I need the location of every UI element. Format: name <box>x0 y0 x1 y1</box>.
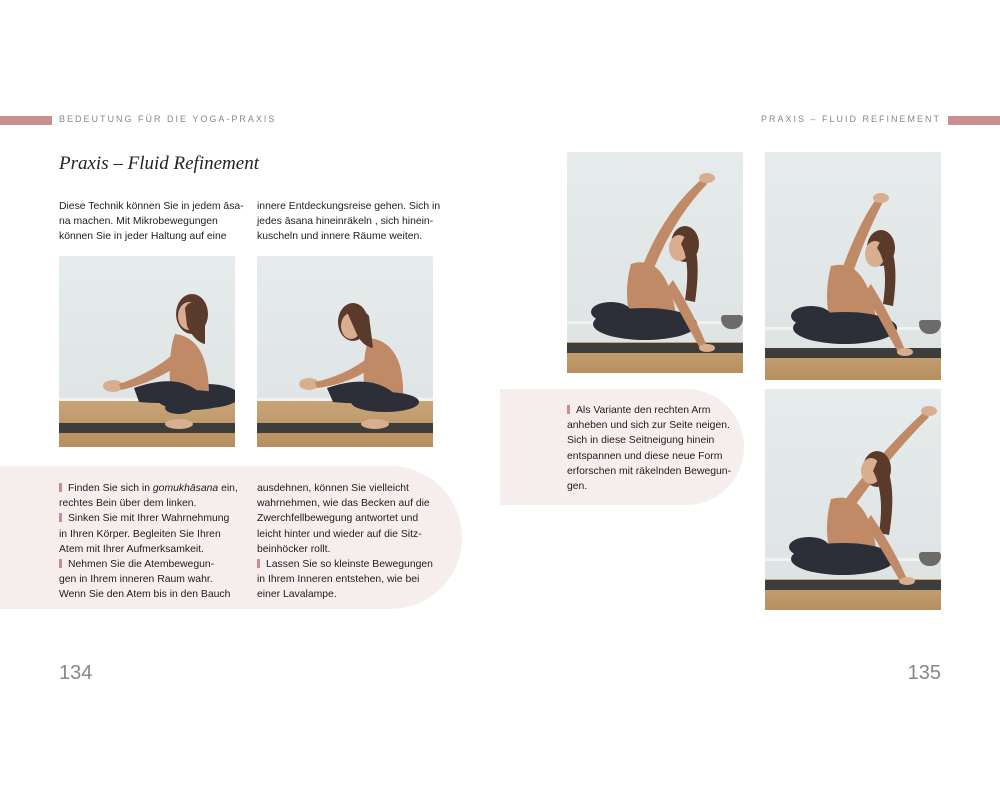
intro-column-2 <box>257 199 441 245</box>
instruction-line: entspannen und diese neue Form <box>567 450 723 462</box>
intro-line: innere Entdeckungsreise gehen. Sich in <box>257 201 441 212</box>
photo-side-bend-3 <box>765 389 941 610</box>
figure-side-bend-icon <box>765 152 941 380</box>
instruction-line: leicht hinter und wieder auf die Sitz- <box>257 528 422 540</box>
figure-side-bend-icon <box>765 389 941 610</box>
page-number-right: 135 <box>907 662 941 684</box>
figure-side-bend-icon <box>567 152 743 373</box>
instruction-line: einer Lavalampe. <box>257 589 337 601</box>
photo-side-bend-2 <box>765 152 941 380</box>
figure-seated-icon <box>257 256 433 447</box>
instruction-line: in Ihrem Inneren entstehen, wie bei <box>257 574 420 586</box>
running-header-left: BEDEUTUNG FÜR DIE YOGA-PRAXIS <box>59 114 277 124</box>
intro-line: na machen. Mit Mikrobewegungen <box>59 216 218 228</box>
instruction-line: wahrnehmen, wie das Becken auf die <box>257 498 430 510</box>
bullet-marker <box>257 559 260 568</box>
bullet-marker <box>59 483 62 492</box>
instruction-line: Sich in diese Seitneigung hinein <box>567 435 715 447</box>
bullet-marker <box>59 513 62 522</box>
instruction-line: Sinken Sie mit Ihrer Wahrnehmung <box>59 511 238 526</box>
instructions-left-column-2 <box>257 481 433 603</box>
instruction-line: ausdehnen, können Sie vielleicht <box>257 483 409 494</box>
instruction-line: Atem mit Ihrer Aufmerksamkeit. <box>59 543 204 555</box>
photo-side-bend-1 <box>567 152 743 373</box>
intro-column-1 <box>59 199 244 245</box>
instruction-line: Als Variante den rechten Arm <box>567 403 731 418</box>
section-title: Praxis – Fluid Refinement <box>59 153 259 174</box>
instruction-line: Lassen Sie so kleinste Bewegungen <box>257 557 433 572</box>
bullet-marker <box>59 559 62 568</box>
instructions-right <box>567 403 731 494</box>
instruction-line: rechtes Bein über dem linken. <box>59 498 197 510</box>
instruction-line: in Ihren Körper. Begleiten Sie Ihren <box>59 528 221 540</box>
bullet-marker <box>567 405 570 414</box>
instruction-line: gen. <box>567 481 588 493</box>
intro-line: jedes āsana hineinräkeln , sich hinein- <box>257 216 434 228</box>
header-bar-left <box>0 116 52 125</box>
instruction-line: Finden Sie sich in gomukhāsana ein, <box>59 481 238 496</box>
instructions-left-column-1 <box>59 481 238 603</box>
instruction-line: Zwerchfellbewegung antwortet und <box>257 513 419 525</box>
instruction-line: Nehmen Sie die Atembewegun- <box>59 557 238 572</box>
photo-seated-2 <box>257 256 433 447</box>
header-bar-right <box>948 116 1000 125</box>
intro-line: kuscheln und innere Räume weiten. <box>257 231 423 243</box>
page-number-left: 134 <box>59 662 93 684</box>
intro-line: Diese Technik können Sie in jedem āsa- <box>59 201 244 212</box>
intro-line: können Sie in jeder Haltung auf eine <box>59 231 227 243</box>
running-header-right: PRAXIS – FLUID REFINEMENT <box>760 114 941 124</box>
instruction-line: gen in Ihrem inneren Raum wahr. <box>59 574 213 586</box>
instruction-line: Wenn Sie den Atem bis in den Bauch <box>59 589 231 601</box>
photo-seated-1 <box>59 256 235 447</box>
instruction-line: anheben und sich zur Seite neigen. <box>567 420 730 432</box>
instruction-line: erforschen mit räkelnden Bewegun- <box>567 465 732 477</box>
figure-seated-icon <box>59 256 235 447</box>
instruction-line: beinhöcker rollt. <box>257 543 331 555</box>
